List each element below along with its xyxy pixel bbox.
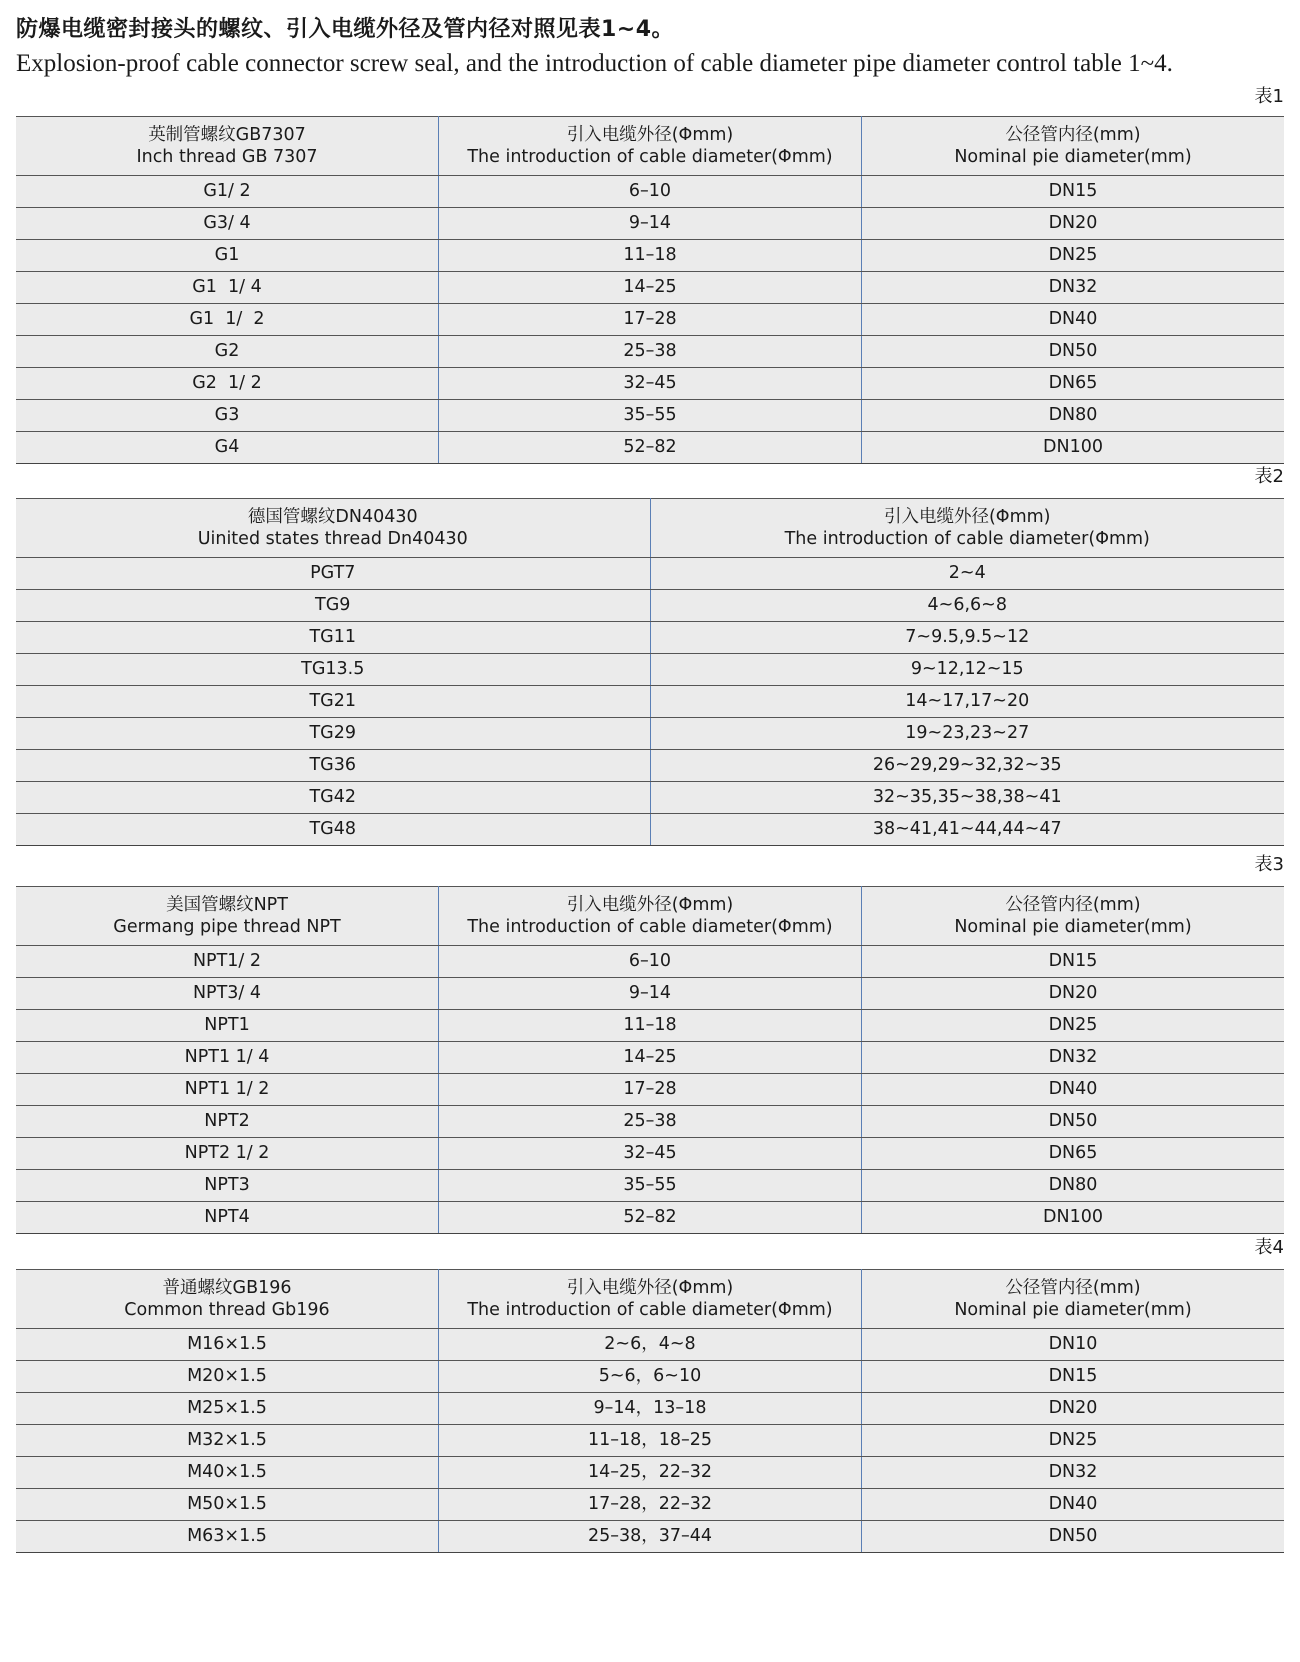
table-cell: TG29 bbox=[16, 718, 650, 750]
column-header-cn: 公径管内径(mm) bbox=[1005, 1278, 1141, 1298]
column-header-en: The introduction of cable diameter(Φmm) bbox=[467, 917, 833, 937]
table-row bbox=[16, 978, 1284, 1010]
table-cell: 35–55 bbox=[439, 400, 862, 432]
table-row bbox=[16, 1489, 1284, 1521]
table-cell: NPT1 1/ 2 bbox=[16, 1074, 439, 1106]
table-cell: 26~29,29~32,32~35 bbox=[650, 750, 1284, 782]
table-row bbox=[16, 558, 1284, 590]
table-cell: 14–25 bbox=[439, 1042, 862, 1074]
table-cell: 52–82 bbox=[439, 432, 862, 464]
table-row bbox=[16, 750, 1284, 782]
table-row bbox=[16, 240, 1284, 272]
table-cell: DN100 bbox=[861, 432, 1284, 464]
table-row bbox=[16, 1074, 1284, 1106]
table-row bbox=[16, 654, 1284, 686]
table-cell: 6–10 bbox=[439, 946, 862, 978]
table-cell: 9–14，13–18 bbox=[439, 1393, 862, 1425]
table-cell: 2~4 bbox=[650, 558, 1284, 590]
table-row bbox=[16, 814, 1284, 846]
table-row bbox=[16, 946, 1284, 978]
table-cell: 32–45 bbox=[439, 1138, 862, 1170]
table-cell: NPT2 1/ 2 bbox=[16, 1138, 439, 1170]
table-row bbox=[16, 1138, 1284, 1170]
column-header bbox=[439, 887, 862, 946]
table-cell: 19~23,23~27 bbox=[650, 718, 1284, 750]
column-header-cn: 公径管内径(mm) bbox=[1005, 895, 1141, 915]
table-cell: 52–82 bbox=[439, 1202, 862, 1234]
column-header-en: Nominal pie diameter(mm) bbox=[954, 147, 1192, 167]
table-cell: M16×1.5 bbox=[16, 1329, 439, 1361]
column-header bbox=[16, 499, 650, 558]
table-cell: 9–14 bbox=[439, 978, 862, 1010]
table-cell: 5~6，6~10 bbox=[439, 1361, 862, 1393]
column-header bbox=[861, 117, 1284, 176]
table-row bbox=[16, 1329, 1284, 1361]
table-cell: G4 bbox=[16, 432, 439, 464]
table-row bbox=[16, 1521, 1284, 1553]
page-title-cn: 防爆电缆密封接头的螺纹、引入电缆外径及管内径对照见表1~4。 bbox=[16, 17, 675, 42]
column-header-cn: 普通螺纹GB196 bbox=[162, 1278, 292, 1298]
table-row bbox=[16, 1361, 1284, 1393]
table-row bbox=[16, 272, 1284, 304]
column-header-cn: 引入电缆外径(Φmm) bbox=[566, 1278, 734, 1298]
table-cell: DN50 bbox=[861, 336, 1284, 368]
table-label-3: 表3 bbox=[1254, 854, 1284, 875]
table-cell: 9~12,12~15 bbox=[650, 654, 1284, 686]
table-cell: 32–45 bbox=[439, 368, 862, 400]
table-cell: 14–25 bbox=[439, 272, 862, 304]
table-cell: TG13.5 bbox=[16, 654, 650, 686]
table-cell: G1 bbox=[16, 240, 439, 272]
table-row bbox=[16, 400, 1284, 432]
column-header-cn: 公径管内径(mm) bbox=[1005, 125, 1141, 145]
table-cell: DN20 bbox=[861, 1393, 1284, 1425]
table-cell: DN65 bbox=[861, 368, 1284, 400]
table-cell: DN80 bbox=[861, 1170, 1284, 1202]
table-row bbox=[16, 1170, 1284, 1202]
table-cell: G2 bbox=[16, 336, 439, 368]
column-header bbox=[861, 1270, 1284, 1329]
table-cell: 25–38，37–44 bbox=[439, 1521, 862, 1553]
table-cell: NPT1/ 2 bbox=[16, 946, 439, 978]
table-cell: DN20 bbox=[861, 978, 1284, 1010]
table-cell: M25×1.5 bbox=[16, 1393, 439, 1425]
table-row bbox=[16, 1042, 1284, 1074]
table-cell: 25–38 bbox=[439, 1106, 862, 1138]
table-cell: DN80 bbox=[861, 400, 1284, 432]
table-cell: DN25 bbox=[861, 1010, 1284, 1042]
table-row bbox=[16, 1106, 1284, 1138]
table-cell: DN25 bbox=[861, 240, 1284, 272]
table-cell: DN65 bbox=[861, 1138, 1284, 1170]
table-cell: DN15 bbox=[861, 946, 1284, 978]
table-cell: 32~35,35~38,38~41 bbox=[650, 782, 1284, 814]
table-cell: NPT3/ 4 bbox=[16, 978, 439, 1010]
table-row bbox=[16, 1393, 1284, 1425]
column-header-en: The introduction of cable diameter(Φmm) bbox=[467, 147, 833, 167]
table-cell: 25–38 bbox=[439, 336, 862, 368]
table-cell: DN50 bbox=[861, 1521, 1284, 1553]
column-header bbox=[16, 887, 439, 946]
table-cell: PGT7 bbox=[16, 558, 650, 590]
table-cell: TG42 bbox=[16, 782, 650, 814]
table-cell: DN32 bbox=[861, 1457, 1284, 1489]
page-title-en: Explosion-proof cable connector screw seal, and the introduction of cable diameter pipe diameter control table 1~4. bbox=[16, 50, 1173, 77]
column-header bbox=[650, 499, 1284, 558]
column-header bbox=[861, 887, 1284, 946]
table-cell: 2~6，4~8 bbox=[439, 1329, 862, 1361]
table-cell: M50×1.5 bbox=[16, 1489, 439, 1521]
table-cell: DN40 bbox=[861, 1489, 1284, 1521]
table-row bbox=[16, 1202, 1284, 1234]
table-cell: DN50 bbox=[861, 1106, 1284, 1138]
column-header-en: Inch thread GB 7307 bbox=[136, 147, 318, 167]
column-header bbox=[16, 117, 439, 176]
table-cell: DN20 bbox=[861, 208, 1284, 240]
column-header-cn: 引入电缆外径(Φmm) bbox=[883, 507, 1051, 527]
table-row bbox=[16, 590, 1284, 622]
table-row bbox=[16, 718, 1284, 750]
table-cell: DN40 bbox=[861, 304, 1284, 336]
table-2 bbox=[16, 498, 1284, 846]
table-cell: 11–18，18–25 bbox=[439, 1425, 862, 1457]
table-row bbox=[16, 304, 1284, 336]
table-cell: 7~9.5,9.5~12 bbox=[650, 622, 1284, 654]
table-cell: G2 1/ 2 bbox=[16, 368, 439, 400]
column-header-en: Germang pipe thread NPT bbox=[113, 917, 341, 937]
table-cell: DN10 bbox=[861, 1329, 1284, 1361]
table-cell: DN32 bbox=[861, 1042, 1284, 1074]
table-cell: TG9 bbox=[16, 590, 650, 622]
table-cell: 14~17,17~20 bbox=[650, 686, 1284, 718]
table-3 bbox=[16, 886, 1284, 1234]
table-row bbox=[16, 176, 1284, 208]
column-header-en: Nominal pie diameter(mm) bbox=[954, 917, 1192, 937]
table-cell: G3 bbox=[16, 400, 439, 432]
table-cell: NPT2 bbox=[16, 1106, 439, 1138]
column-header-en: The introduction of cable diameter(Φmm) bbox=[784, 529, 1150, 549]
table-label-4: 表4 bbox=[1254, 1237, 1284, 1258]
header-row bbox=[16, 499, 1284, 558]
table-cell: DN32 bbox=[861, 272, 1284, 304]
column-header-cn: 德国管螺纹DN40430 bbox=[247, 507, 418, 527]
table-label-2: 表2 bbox=[1254, 466, 1284, 487]
table-cell: G1/ 2 bbox=[16, 176, 439, 208]
table-cell: G1 1/ 4 bbox=[16, 272, 439, 304]
table-cell: DN15 bbox=[861, 176, 1284, 208]
table-cell: TG21 bbox=[16, 686, 650, 718]
table-row bbox=[16, 782, 1284, 814]
table-cell: TG11 bbox=[16, 622, 650, 654]
table-row bbox=[16, 1425, 1284, 1457]
table-row bbox=[16, 1457, 1284, 1489]
table-1 bbox=[16, 116, 1284, 464]
column-header bbox=[439, 117, 862, 176]
table-row bbox=[16, 432, 1284, 464]
table-cell: 11–18 bbox=[439, 240, 862, 272]
table-cell: M32×1.5 bbox=[16, 1425, 439, 1457]
column-header-cn: 英制管螺纹GB7307 bbox=[148, 125, 306, 145]
column-header-cn: 引入电缆外径(Φmm) bbox=[566, 125, 734, 145]
table-cell: 6–10 bbox=[439, 176, 862, 208]
column-header-en: Common thread Gb196 bbox=[124, 1300, 330, 1320]
table-cell: 14–25，22–32 bbox=[439, 1457, 862, 1489]
table-cell: NPT3 bbox=[16, 1170, 439, 1202]
table-row bbox=[16, 208, 1284, 240]
table-cell: M63×1.5 bbox=[16, 1521, 439, 1553]
column-header bbox=[16, 1270, 439, 1329]
table-row bbox=[16, 686, 1284, 718]
table-cell: DN15 bbox=[861, 1361, 1284, 1393]
table-cell: DN40 bbox=[861, 1074, 1284, 1106]
table-cell: 11–18 bbox=[439, 1010, 862, 1042]
table-cell: 35–55 bbox=[439, 1170, 862, 1202]
table-cell: M40×1.5 bbox=[16, 1457, 439, 1489]
table-row bbox=[16, 1010, 1284, 1042]
table-row bbox=[16, 622, 1284, 654]
header-row bbox=[16, 117, 1284, 176]
table-cell: M20×1.5 bbox=[16, 1361, 439, 1393]
header-row bbox=[16, 1270, 1284, 1329]
table-label-1: 表1 bbox=[1254, 86, 1284, 107]
table-cell: TG48 bbox=[16, 814, 650, 846]
column-header bbox=[439, 1270, 862, 1329]
table-cell: 17–28 bbox=[439, 1074, 862, 1106]
column-header-en: The introduction of cable diameter(Φmm) bbox=[467, 1300, 833, 1320]
column-header-cn: 引入电缆外径(Φmm) bbox=[566, 895, 734, 915]
table-cell: NPT1 1/ 4 bbox=[16, 1042, 439, 1074]
table-cell: 9–14 bbox=[439, 208, 862, 240]
table-row bbox=[16, 336, 1284, 368]
table-cell: 38~41,41~44,44~47 bbox=[650, 814, 1284, 846]
table-cell: G3/ 4 bbox=[16, 208, 439, 240]
table-cell: DN100 bbox=[861, 1202, 1284, 1234]
header-row bbox=[16, 887, 1284, 946]
column-header-cn: 美国管螺纹NPT bbox=[166, 895, 288, 915]
column-header-en: Nominal pie diameter(mm) bbox=[954, 1300, 1192, 1320]
table-cell: NPT1 bbox=[16, 1010, 439, 1042]
table-cell: TG36 bbox=[16, 750, 650, 782]
column-header-en: Uinited states thread Dn40430 bbox=[197, 529, 468, 549]
table-row bbox=[16, 368, 1284, 400]
table-cell: G1 1/ 2 bbox=[16, 304, 439, 336]
table-4 bbox=[16, 1269, 1284, 1553]
table-cell: NPT4 bbox=[16, 1202, 439, 1234]
table-cell: 17–28 bbox=[439, 304, 862, 336]
table-cell: 4~6,6~8 bbox=[650, 590, 1284, 622]
table-cell: 17–28，22–32 bbox=[439, 1489, 862, 1521]
table-cell: DN25 bbox=[861, 1425, 1284, 1457]
